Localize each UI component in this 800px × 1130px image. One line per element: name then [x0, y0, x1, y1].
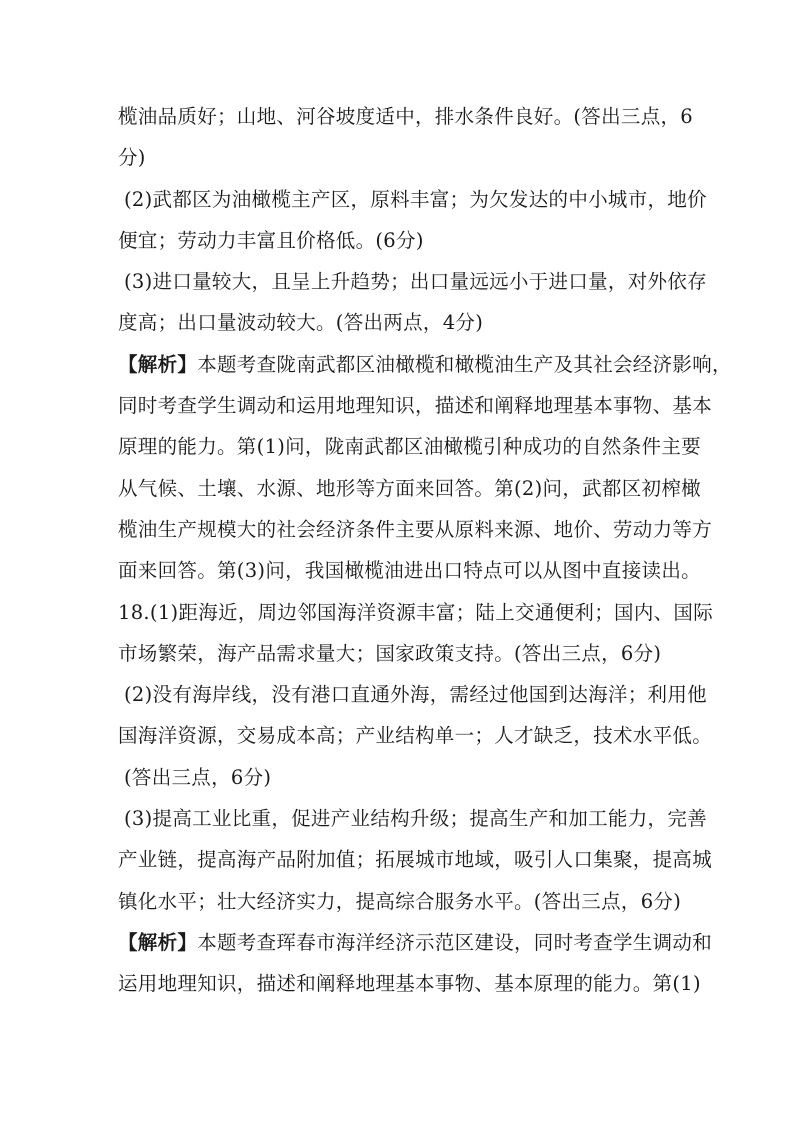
text-line-16: [118, 715, 713, 756]
line-text: (答出三点，6分): [124, 765, 272, 789]
line-text: 同时考查学生调动和运用地理知识，描述和阐释地理基本事物、基本: [118, 394, 713, 418]
line-text: 便宜；劳动力丰富且价格低。(6分): [118, 228, 424, 252]
text-line-2: [118, 137, 698, 178]
text-line-12: [118, 550, 701, 591]
text-line-8: [118, 385, 713, 426]
line-text: 产业链，提高海产品附加值；拓展城市地域，吸引人口集聚，提高城: [118, 848, 713, 872]
line-text: 原理的能力。第(1)问，陇南武都区油橄榄引种成功的自然条件主要: [118, 435, 701, 459]
line-text: 本题考查陇南武都区油橄榄和橄榄油生产及其社会经济影响，: [197, 352, 732, 376]
text-line-15: [124, 674, 707, 715]
line-text: 从气候、土壤、水源、地形等方面来回答。第(2)问，武都区初榨橄: [118, 476, 701, 500]
text-line-9: [118, 426, 701, 467]
line-text: 国海洋资源，交易成本高；产业结构单一；人才缺乏，技术水平低。: [118, 724, 713, 748]
line-text: 镇化水平；壮大经济实力，提高综合服务水平。(答出三点，6分): [118, 889, 682, 913]
line-text: 18.(1)距海近，周边邻国海洋资源丰富；陆上交通便利；国内、国际: [118, 600, 714, 624]
line-text: 度高；出口量波动较大。(答出两点，4分): [118, 311, 484, 335]
analysis-tag: 【解析】: [118, 930, 198, 954]
line-text: 运用地理知识，描述和阐释地理基本事物、基本原理的能力。第(1): [118, 972, 701, 996]
line-text: 市场繁荣，海产品需求量大；国家政策支持。(答出三点，6分): [118, 641, 662, 665]
text-line-11: [118, 509, 713, 550]
line-text: 榄油品质好；山地、河谷坡度适中，排水条件良好。(答出三点，6: [118, 105, 694, 128]
line-text: 本题考查珲春市海洋经济示范区建设，同时考查学生调动和: [197, 930, 713, 954]
text-line-3: [124, 179, 707, 220]
line-text: 分): [118, 146, 146, 170]
text-line-1: [118, 96, 698, 137]
text-line-22: [118, 963, 701, 1004]
text-line-18: [124, 798, 707, 839]
line-text: (2)武都区为油橄榄主产区，原料丰富；为欠发达的中小城市，地价: [124, 187, 707, 211]
text-line-20: [118, 881, 698, 922]
text-line-19: [118, 839, 713, 880]
text-line-13: [118, 592, 714, 633]
answer-text-block: [118, 96, 732, 1005]
line-text: 面来回答。第(3)问，我国橄榄油进出口特点可以从图中直接读出。: [118, 559, 701, 583]
text-line-10: [118, 468, 701, 509]
text-line-5: [124, 261, 707, 302]
analysis-tag: 【解析】: [118, 352, 198, 376]
text-line-4: [118, 220, 698, 261]
line-text: (2)没有海岸线，没有港口直通外海，需经过他国到达海洋；利用他: [124, 683, 707, 707]
text-line-17: [124, 757, 698, 798]
text-line-14: [118, 633, 698, 674]
text-line-6: [118, 302, 698, 343]
line-text: (3)提高工业比重，促进产业结构升级；提高生产和加工能力，完善: [124, 807, 707, 831]
text-line-7: [118, 344, 732, 385]
text-line-21: [118, 922, 713, 963]
line-text: (3)进口量较大，且呈上升趋势；出口量远远小于进口量，对外依存: [124, 270, 707, 294]
line-text: 榄油生产规模大的社会经济条件主要从原料来源、地价、劳动力等方: [118, 517, 713, 541]
